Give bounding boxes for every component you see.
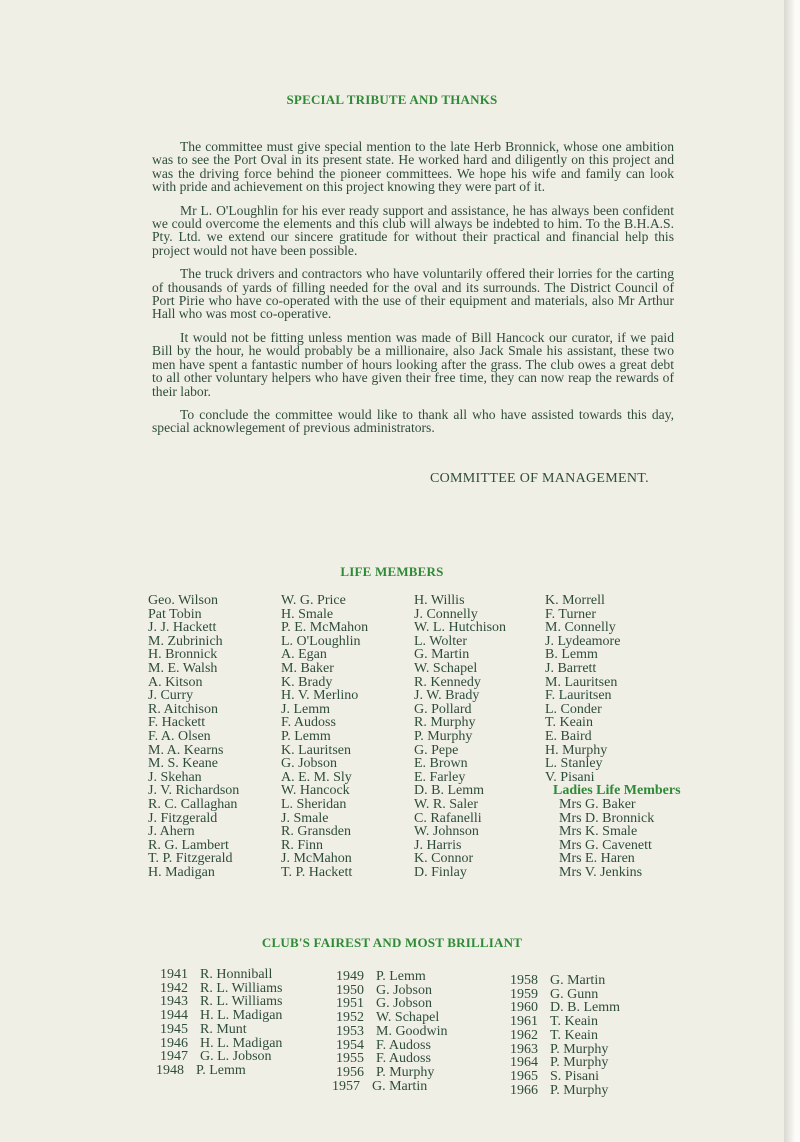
winner-year: 1945 [160, 1021, 188, 1037]
winner-name: G. Gunn [550, 986, 599, 1002]
life-member-name: A. Kitson [148, 674, 203, 690]
winner-row [336, 970, 448, 984]
life-members-column-2 [281, 594, 368, 879]
winner-row [510, 1070, 620, 1084]
life-member-name: L. O'Loughlin [281, 633, 361, 649]
life-member-name: T. Keain [545, 715, 593, 731]
life-member-name: H. Bronnick [148, 647, 218, 663]
winner-year: 1947 [160, 1049, 188, 1065]
life-member-name: R. Aitchison [148, 701, 219, 717]
life-member-name: R. G. Lambert [148, 837, 229, 853]
tribute-body [152, 140, 674, 445]
winner-row [156, 1064, 282, 1078]
winner-name: G. Martin [372, 1078, 428, 1094]
winner-year: 1955 [336, 1051, 364, 1067]
life-member-name: W. Johnson [414, 824, 479, 840]
winner-year: 1961 [510, 1014, 538, 1030]
life-member-name: E. Baird [545, 728, 592, 744]
life-member-name: J. Curry [148, 688, 194, 704]
life-member-name: C. Rafanelli [414, 810, 482, 826]
winner-year: 1958 [510, 973, 538, 988]
life-member-name: H. Smale [281, 606, 334, 622]
winner-year: 1944 [160, 1008, 188, 1024]
winner-row [160, 1037, 282, 1051]
winner-year: 1966 [510, 1082, 538, 1098]
life-member-name: F. Audoss [281, 715, 336, 731]
winner-year: 1957 [332, 1078, 360, 1094]
ladies-life-member-name: Mrs D. Bronnick [559, 810, 655, 826]
winner-name: T. Keain [550, 1027, 598, 1043]
winner-name: P. Murphy [550, 1041, 609, 1057]
winner-year: 1951 [336, 996, 364, 1012]
winner-name: P. Lemm [376, 969, 426, 984]
life-member-name: K. Morrell [545, 593, 605, 608]
winner-name: W. Schapel [376, 1010, 440, 1026]
life-member-name: R. Finn [281, 837, 324, 853]
winner-year: 1949 [336, 969, 364, 984]
ladies-life-member-name: Mrs E. Haren [559, 851, 635, 867]
winner-row [336, 1025, 448, 1039]
winner-row [336, 1039, 448, 1053]
life-member-name: V. Pisani [545, 769, 595, 785]
winner-row [510, 1029, 620, 1043]
winner-row [160, 1050, 282, 1064]
winner-name: S. Pisani [550, 1068, 600, 1084]
life-member-name: H. V. Merlino [281, 688, 359, 704]
winner-year: 1963 [510, 1041, 538, 1057]
life-member-name: P. E. McMahon [281, 620, 369, 636]
page-edge [784, 0, 800, 1142]
ladies-life-member-name: Mrs K. Smale [559, 824, 638, 840]
life-member-name: J. Ahern [148, 824, 195, 840]
life-member-name: R. Kennedy [414, 674, 481, 690]
life-member-name: A. E. M. Sly [281, 769, 352, 785]
winner-row [336, 984, 448, 998]
life-member-name: Geo. Wilson [148, 593, 218, 608]
winner-row [510, 988, 620, 1002]
tribute-paragraph-2: Mr L. O'Loughlin for his ever ready support and assistance, he has always been confident we could overcome the elements and this club will always be indebted to him. To the B.H.A.S. Pty. Ltd. we extend our sincere gratitude for without their practical and financial help this project would not have been possible. [152, 202, 674, 258]
winner-year: 1942 [160, 980, 188, 996]
winner-row [160, 995, 282, 1009]
life-member-name: L. Sheridan [281, 796, 347, 812]
winner-name: P. Murphy [550, 1055, 609, 1071]
winner-name: R. L. Williams [200, 980, 283, 996]
winner-name: R. Munt [200, 1021, 247, 1037]
winner-row [510, 1015, 620, 1029]
life-member-name: M. S. Keane [148, 756, 218, 772]
winner-year: 1959 [510, 986, 538, 1002]
life-member-name: M. Connelly [545, 620, 616, 636]
life-member-name: T. P. Hackett [281, 864, 353, 880]
life-member-name: J. McMahon [281, 851, 352, 867]
winner-year: 1964 [510, 1055, 538, 1071]
tribute-paragraph-5: To conclude the committee would like to thank all who have assisted towards this day, special acknowlegement of previous administrators. [152, 406, 674, 436]
life-members-column-3 [414, 594, 506, 879]
life-member-name: M. Lauritsen [545, 674, 618, 690]
life-member-name: H. Murphy [545, 742, 608, 758]
winner-name: P. Lemm [196, 1062, 246, 1078]
signoff: COMMITTEE OF MANAGEMENT. [430, 471, 649, 486]
winner-row [160, 982, 282, 996]
life-member-name: T. P. Fitzgerald [148, 851, 233, 867]
winner-row [336, 1052, 448, 1066]
winner-row [336, 1011, 448, 1025]
winner-name: G. Martin [550, 973, 606, 988]
winner-name: H. L. Madigan [200, 1035, 283, 1051]
life-member-name: F. Hackett [148, 715, 206, 731]
winner-name: R. L. Williams [200, 994, 283, 1010]
life-member-name: K. Brady [281, 674, 333, 690]
winner-year: 1948 [156, 1062, 184, 1078]
ladies-life-member-name: Mrs G. Baker [559, 796, 636, 812]
winner-row [510, 1001, 620, 1015]
winner-year: 1953 [336, 1023, 364, 1039]
life-member-name: G. Jobson [281, 756, 338, 772]
life-member-name: K. Lauritsen [281, 742, 351, 758]
life-member-name: W. G. Price [281, 593, 346, 608]
tribute-paragraph-3: The truck drivers and contractors who have voluntarily offered their lorries for the carting of thousands of yards of filling needed for the oval and its surrounds. The District Council of Port Pirie who have co-operated with the use of their equipment and materials, also Mr Arthur Hall who was most co-operative. [152, 266, 674, 322]
life-member-name: J. Connelly [414, 606, 478, 622]
life-member-name: E. Brown [414, 756, 468, 772]
winner-name: G. L. Jobson [200, 1049, 272, 1065]
life-member-name: F. A. Olsen [148, 728, 211, 744]
winner-name: F. Audoss [376, 1037, 431, 1053]
life-member-name: D. B. Lemm [414, 783, 484, 799]
winner-name: P. Murphy [376, 1064, 435, 1080]
life-member-name: F. Turner [545, 606, 597, 622]
life-member-name: P. Lemm [281, 728, 331, 744]
life-member-name: J. V. Richardson [148, 783, 240, 799]
life-member-name: H. Willis [414, 593, 465, 608]
life-member-name: J. Lemm [281, 701, 330, 717]
fairest-column-2 [332, 969, 448, 1094]
winner-year: 1943 [160, 994, 188, 1010]
life-member-name: J. W. Brady [414, 688, 480, 704]
tribute-heading: SPECIAL TRIBUTE AND THANKS [286, 92, 498, 107]
life-member-name: W. L. Hutchison [414, 620, 507, 636]
winner-row [510, 1056, 620, 1070]
life-member-name: B. Lemm [545, 647, 598, 663]
life-member-name: F. Lauritsen [545, 688, 612, 704]
life-member-name: Pat Tobin [148, 606, 202, 622]
ladies-life-members-heading: Ladies Life Members [553, 783, 681, 799]
tribute-paragraph-1: The committee must give special mention to the late Herb Bronnick, whose one ambition was to see the Port Oval in its present state. He worked hard and diligently on this project and was the driving force behind the pioneer committees. We hope his wife and family can look with pride and achievement on this project knowing they were part of it. [152, 139, 674, 195]
winner-row [336, 997, 448, 1011]
winner-name: H. L. Madigan [200, 1008, 283, 1024]
winner-name: P. Murphy [550, 1082, 609, 1098]
life-member-name: P. Murphy [414, 728, 473, 744]
winner-row [510, 1084, 620, 1098]
winner-row [160, 968, 282, 982]
winner-row [160, 1023, 282, 1037]
life-member-name: R. C. Callaghan [148, 796, 238, 812]
life-member-name: R. Gransden [281, 824, 351, 840]
fairest-column-1 [156, 967, 283, 1078]
life-member-name: A. Egan [281, 647, 327, 663]
life-member-name: L. Stanley [545, 756, 603, 772]
winner-name: R. Honniball [200, 967, 273, 982]
life-member-name: J. Lydeamore [545, 633, 621, 649]
life-members-column-1 [148, 594, 239, 879]
life-member-name: W. R. Saler [414, 796, 479, 812]
life-member-name: J. Harris [414, 837, 462, 853]
ladies-life-member-name: Mrs V. Jenkins [559, 864, 643, 880]
life-member-name: L. Wolter [414, 633, 468, 649]
winner-row [510, 974, 620, 988]
winner-name: G. Jobson [376, 982, 433, 998]
winner-year: 1946 [160, 1035, 188, 1051]
tribute-paragraph-4: It would not be fitting unless mention was made of Bill Hancock our curator, if we paid Bill by the hour, he would probably be a millionaire, also Jack Smale his assistant, these two men have spent a fantastic number of hours looking after the grass. The club owes a great debt to all other voluntary helpers who have given their free time, they can now reap the rewards of their labor. [152, 329, 674, 399]
winner-name: G. Jobson [376, 996, 433, 1012]
winner-row [336, 1066, 448, 1080]
winner-name: M. Goodwin [376, 1023, 448, 1039]
winner-name: F. Audoss [376, 1051, 431, 1067]
life-member-name: L. Conder [545, 701, 602, 717]
life-member-name: G. Martin [414, 647, 470, 663]
life-member-name: D. Finlay [414, 864, 467, 880]
ladies-life-member-name: Mrs G. Cavenett [559, 837, 652, 853]
life-member-name: M. Baker [281, 660, 334, 676]
life-member-name: M. Zubrinich [148, 633, 223, 649]
winner-name: D. B. Lemm [550, 1000, 620, 1016]
life-member-name: R. Murphy [414, 715, 476, 731]
fairest-column-3 [510, 974, 620, 1097]
winner-row [160, 1009, 282, 1023]
life-member-name: J. J. Hackett [148, 620, 217, 636]
life-member-name: J. Fitzgerald [148, 810, 218, 826]
winner-year: 1962 [510, 1027, 538, 1043]
life-member-name: G. Pepe [414, 742, 459, 758]
life-member-name: H. Madigan [148, 864, 215, 880]
winner-year: 1941 [160, 967, 188, 982]
life-member-name: K. Connor [414, 851, 474, 867]
life-member-name: W. Schapel [414, 660, 478, 676]
life-members-heading: LIFE MEMBERS [340, 564, 444, 579]
life-member-name: J. Skehan [148, 769, 202, 785]
life-member-name: M. A. Kearns [148, 742, 224, 758]
life-member-name: G. Pollard [414, 701, 472, 717]
winner-year: 1965 [510, 1068, 538, 1084]
winner-year: 1954 [336, 1037, 364, 1053]
life-member-name: M. E. Walsh [148, 660, 218, 676]
winner-name: T. Keain [550, 1014, 598, 1030]
winner-row [332, 1080, 448, 1094]
life-member-name: J. Barrett [545, 660, 597, 676]
life-members-column-4 [545, 594, 681, 879]
winner-row [510, 1043, 620, 1057]
winner-year: 1956 [336, 1064, 364, 1080]
life-member-name: W. Hancock [281, 783, 350, 799]
winner-year: 1960 [510, 1000, 538, 1016]
winner-year: 1950 [336, 982, 364, 998]
life-member-name: E. Farley [414, 769, 466, 785]
fairest-heading: CLUB'S FAIREST AND MOST BRILLIANT [261, 935, 523, 950]
winner-year: 1952 [336, 1010, 364, 1026]
life-member-name: J. Smale [281, 810, 329, 826]
